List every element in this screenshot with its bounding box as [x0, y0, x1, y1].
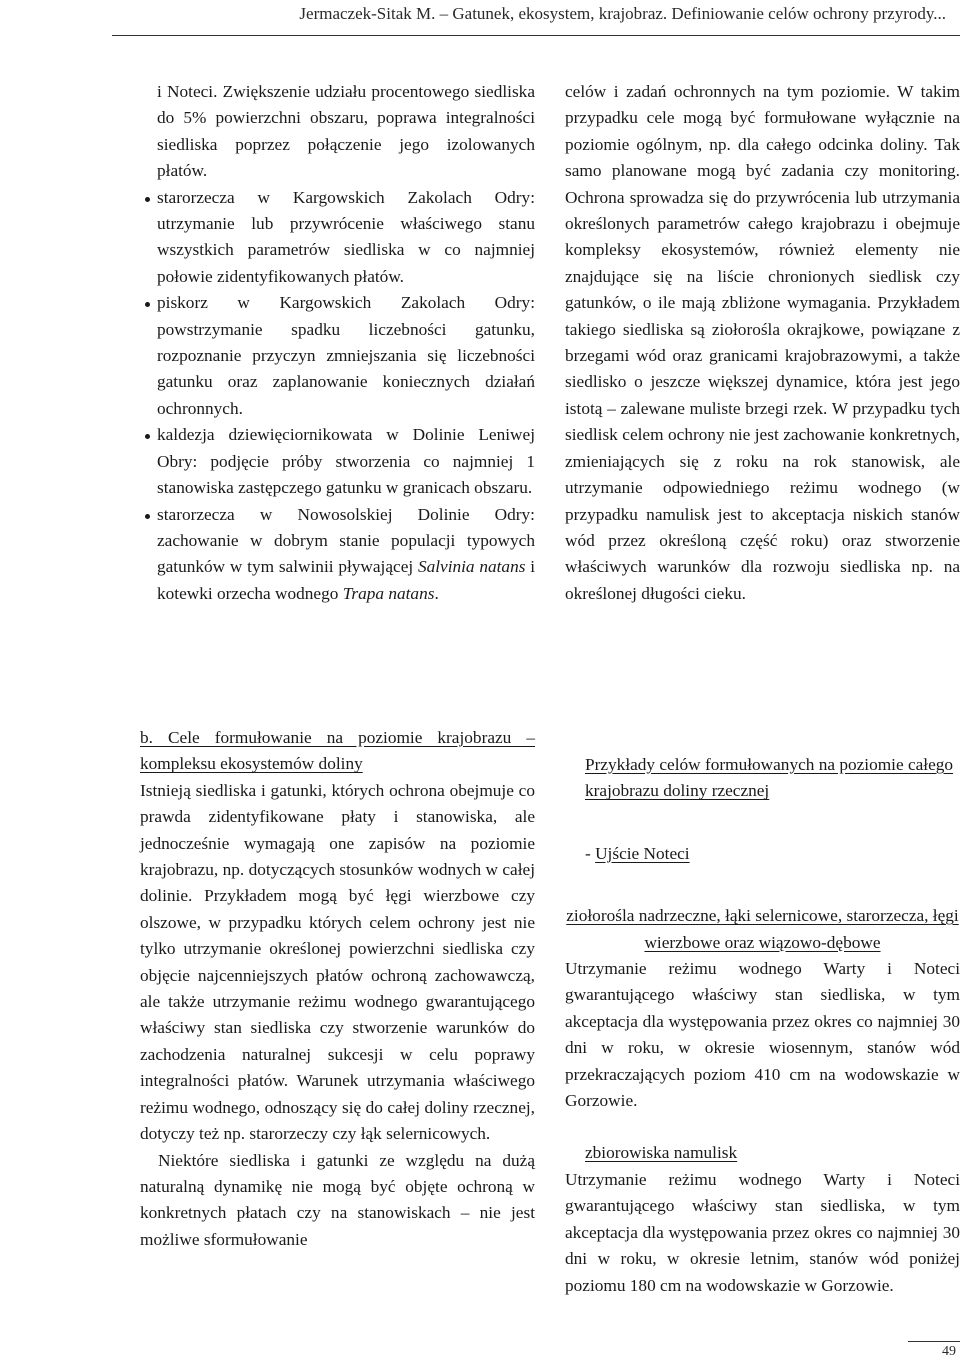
list-item — [140, 290, 535, 422]
left-column-top — [140, 79, 535, 607]
page-number: 49 — [942, 1344, 956, 1359]
list-item-text: . — [434, 583, 439, 603]
section-title: Cele formułowanie na poziomie krajobrazu – kompleksu ekosystemów doliny — [140, 728, 535, 774]
goal-text: Utrzymanie reżimu wodnego Warty i Noteci gwarantującego właściwy stan siedliska, w tym akceptacja dla występowania przez okres co najmniej 30 dni w roku, w okresie wiosennym, stanów wód przekraczających poziom 410 cm na wodowskazie w Gorzowie. — [565, 959, 960, 1111]
goals-list — [140, 185, 535, 608]
list-item-text: piskorz w Kargowskich Zakolach Odry: powstrzymanie spadku liczebności gatunku, rozpoznanie przyczyn zmniejszania się liczebności gatunku oraz zaplanowanie koniecznych działań ochronnych. — [157, 293, 535, 418]
list-item-text: starorzecza w Nowosolskiej Dolinie Odry: zachowanie w dobrym stanie populacji typowych gatunków w tym salwinii pływającej — [157, 504, 535, 577]
section-heading — [140, 725, 535, 778]
location-prefix: - — [585, 843, 596, 863]
list-item-text: i kotewki orzecha wodnego — [157, 557, 536, 603]
body-paragraph: Niektóre siedliska i gatunki ze względu na dużą naturalną dynamikę nie mogą być objęte ochroną w konkretnych płatach czy na stanowiskach – nie jest możliwe sformułowanie — [140, 1150, 535, 1249]
species-latin-name: Trapa natans — [342, 583, 435, 603]
list-item-text: starorzecza w Kargowskich Zakolach Odry: utrzymanie lub przywrócenie właściwego stanu wszystkich parametrów siedliska w co najmniej połowie zidentyfikowanych płatów. — [157, 187, 535, 286]
habitat-heading: zbiorowiska namulisk — [585, 1143, 738, 1163]
goal-text: Utrzymanie reżimu wodnego Warty i Noteci gwarantującego właściwy stan siedliska, w tym akceptacja dla występowania przez okres co najmniej 30 dni w roku, w okresie letnim, stanów wód poniżej poziomu 180 cm na wodowskazie w Gorzowie. — [565, 1169, 960, 1295]
list-item — [140, 422, 535, 501]
location-name: Ujście Noteci — [595, 843, 690, 863]
footer-rule — [908, 1341, 960, 1342]
location-line — [565, 841, 960, 867]
list-item — [140, 185, 535, 291]
species-latin-name: Salvinia natans — [417, 557, 526, 577]
list-item — [140, 502, 535, 608]
left-column-bottom — [140, 725, 535, 1253]
header-rule — [112, 35, 960, 36]
body-paragraph: Istnieją siedliska i gatunki, których ochrona obejmuje co prawda zidentyfikowane płaty i stanowiska, ale jednocześnie wymagają one zapisów na poziomie krajobrazu, np. dotyczących stosunków wodnych w całej dolinie. Przykładem mogą być łęgi wierzbowe czy olszowe, w przypadku których celem ochrony jest nie tylko utrzymanie określonej powierzchni siedliska czy objęcie najcenniejszych płatów ochroną zachowawczą, ale także utrzymanie reżimu wodnego gwarantującego właściwy stan siedliska czy stworzenie warunków do zachodzenia naturalnej sukcesji w celu poprawy integralności płatów. Warunek utrzymania właściwego reżimu wodnego, odnoszący się do całej doliny rzecznej, dotyczy też np. starorzeczy czy łąk selernicowych. — [140, 780, 535, 1144]
running-header: Jermaczek-Sitak M. – Gatunek, ekosystem, krajobraz. Definiowanie celów ochrony przyrody... — [299, 4, 946, 23]
list-item-text: kaldezja dziewięciornikowata w Dolinie Leniwej Obry: podjęcie próby stworzenia co najmniej 1 stanowiska zastępczego gatunku w granicach obszaru. — [157, 425, 535, 498]
continuation-text: i Noteci. Zwiększenie udziału procentowego siedliska do 5% powierzchni obszaru, poprawa integralności siedliska poprzez połączenie jego izolowanych płatów. — [157, 82, 535, 181]
body-paragraph: celów i zadań ochronnych na tym poziomie. W takim przypadku cele mogą być formułowane wyłącznie na poziomie ogólnym, np. dla całego odcinka doliny. Tak samo planowane mogą być zadania czy monitoring. Ochrona sprowadza się do przywrócenia lub utrzymania określonych parametrów całego krajobrazu i obejmuje kompleksy ekosystemów, również elementy nie znajdujące się na liście chronionych siedlisk czy gatunków, o ile mają zbliżone wymagania. Przykładem takiego siedliska są ziołorośla okrajkowe, powiązane z brzegami wód oraz granicami krajobrazowymi, a także siedlisko o jeszcze większej dynamice, która jest jego istotą – zalewane muliste brzegi rzek. W przypadku tych siedlisk celem ochrony nie jest zachowanie konkretnych, zmieniających się z roku na rok stanowisk, ale utrzymanie odpowiedniego reżimu wodnego (w przypadku namulisk jest to akceptacja niskich stanów wód przez określoną część roku) oraz stworzenie właściwych warunków dla rozwoju siedliska np. na określonej długości cieku. — [565, 82, 960, 603]
examples-box — [565, 752, 960, 1299]
right-column-top — [565, 79, 960, 607]
section-label: b. — [140, 728, 153, 747]
examples-title: Przykłady celów formułowanych na poziomie całego krajobrazu doliny rzecznej — [585, 755, 954, 801]
habitat-heading: ziołorośla nadrzeczne, łąki selernicowe, starorzecza, łęgi wierzbowe oraz wiązowo-dębowe — [566, 906, 959, 952]
